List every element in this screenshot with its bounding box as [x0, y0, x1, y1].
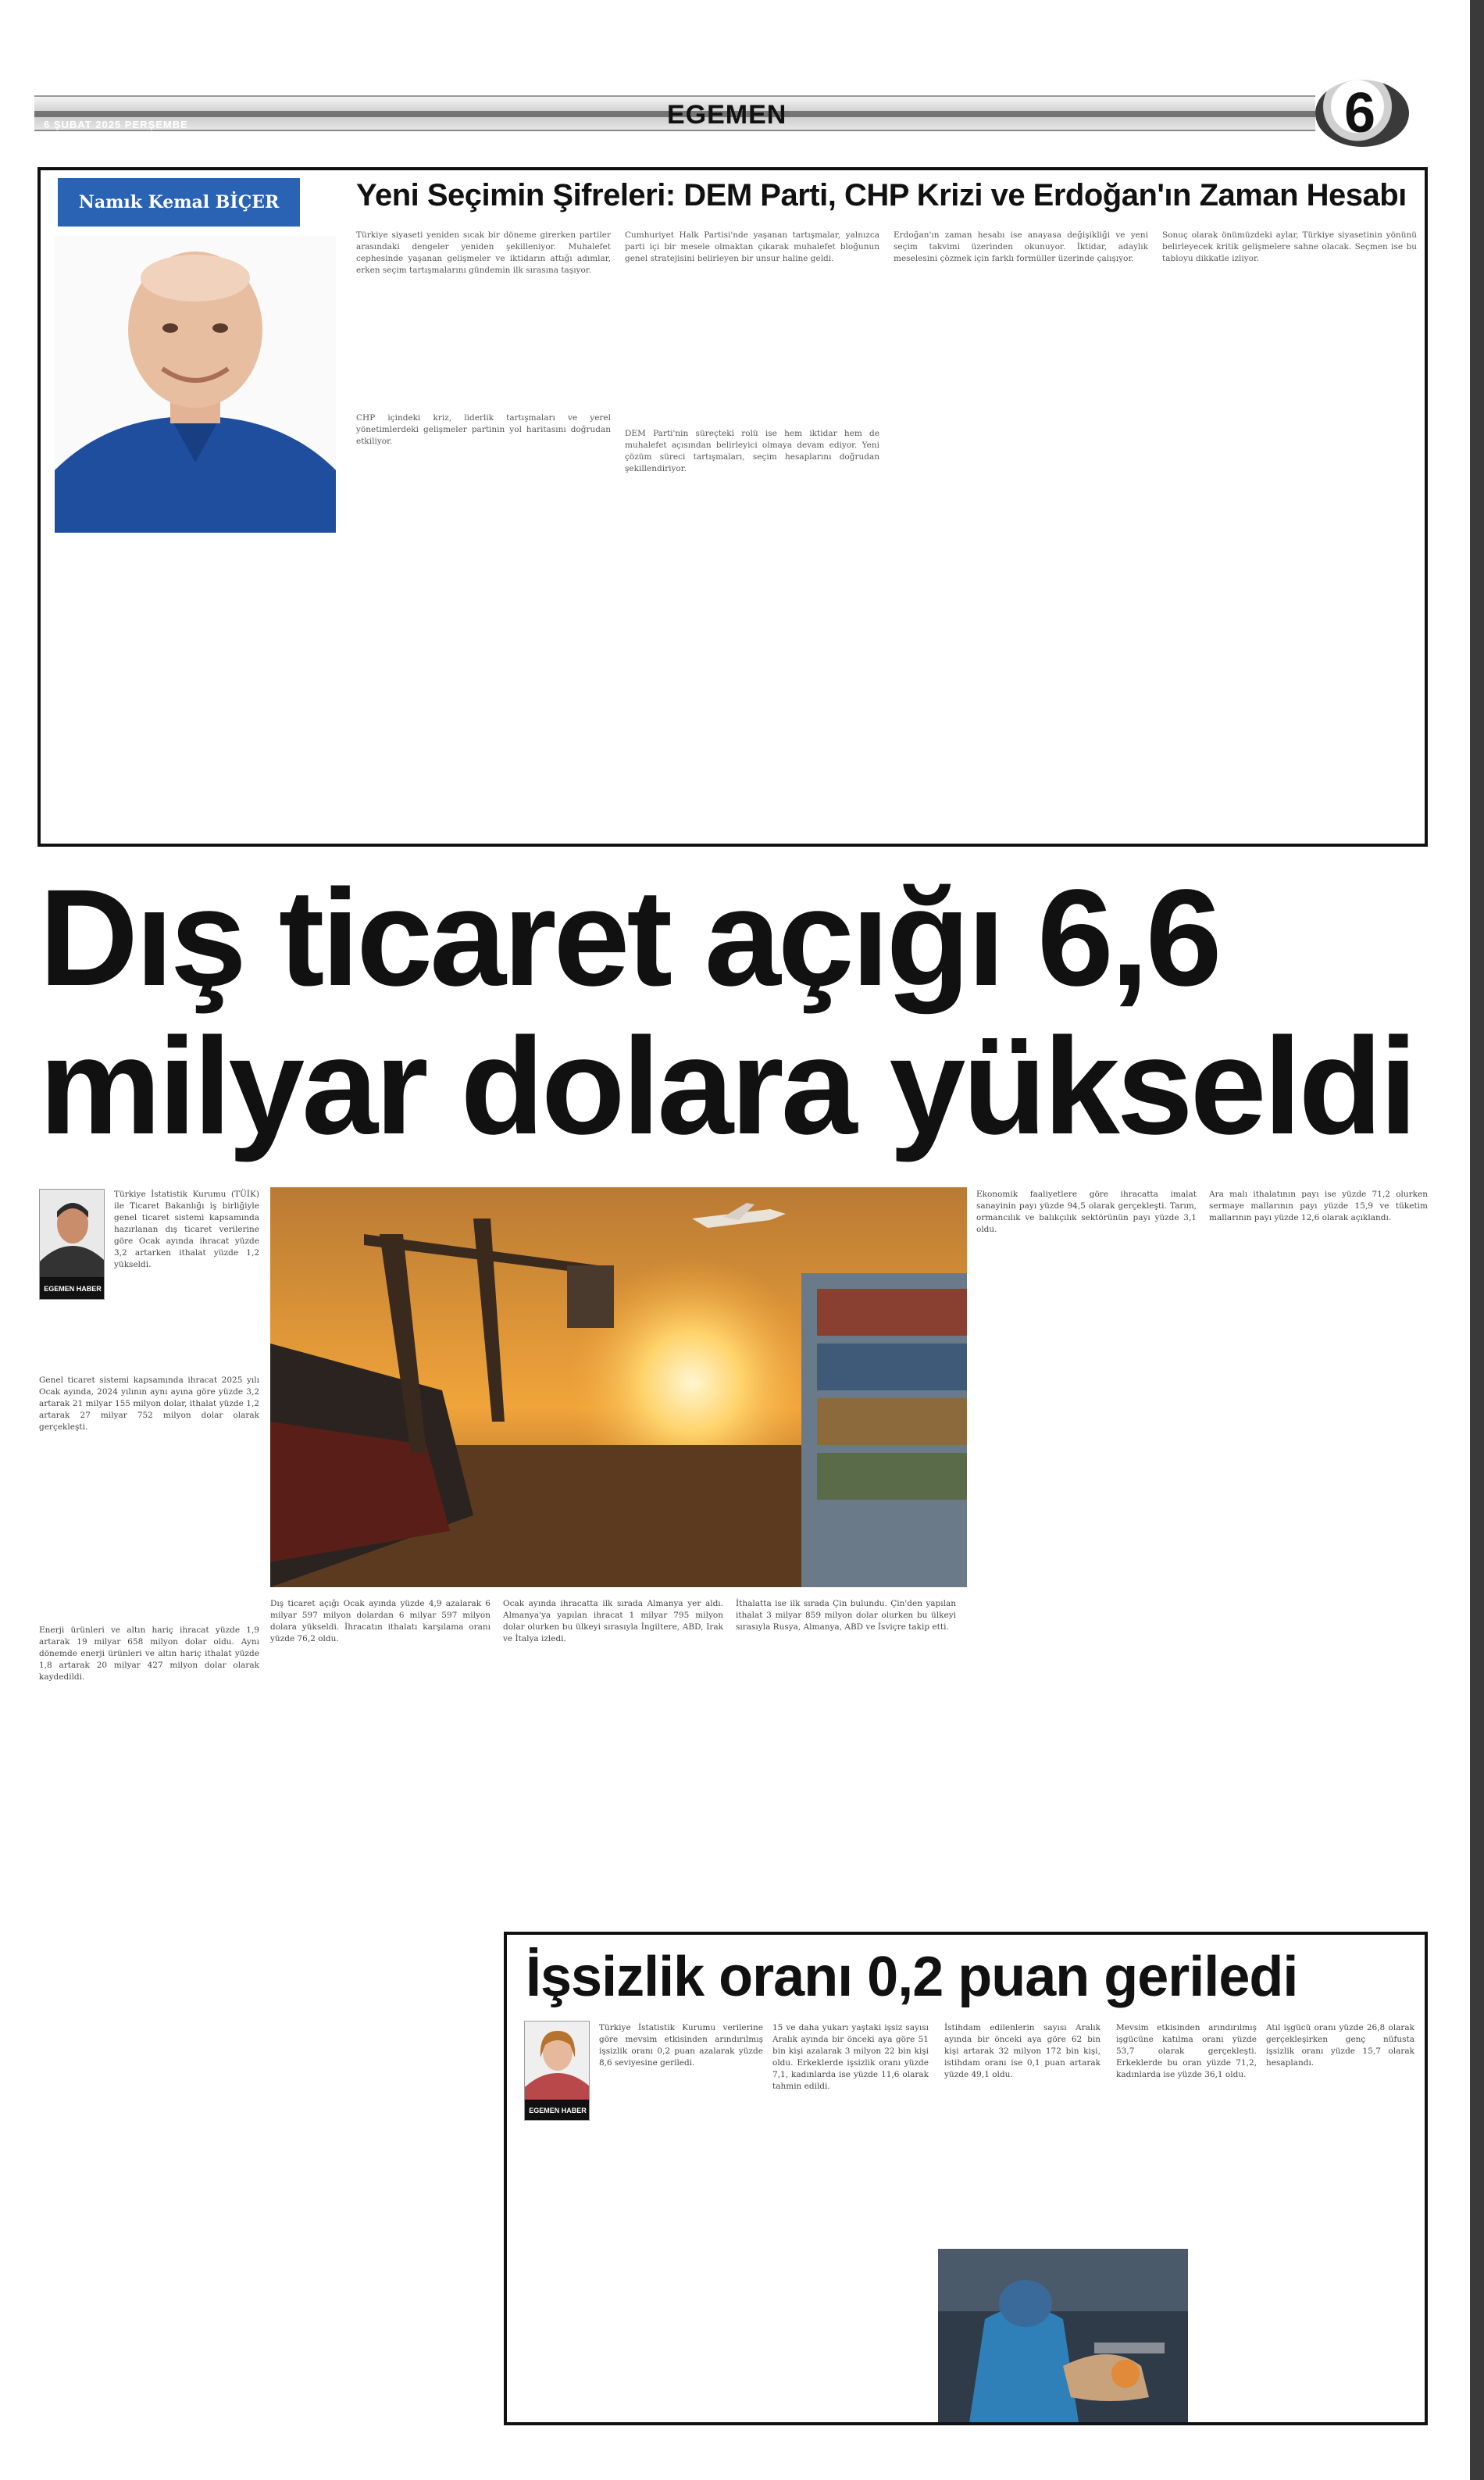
page-edge [1470, 0, 1484, 2480]
column-paragraph: Türkiye siyaseti yeniden sıcak bir döneme girerken partiler arasındaki dengeler yeniden şekilleniyor. Muhalefet cephesinde yaşanan gelişmeler ve iktidarın attığı adımlar, erken seçim tartışmalarını gündemin ilk sırasına taşıyor. [356, 230, 611, 275]
reporter-label: EGEMEN HABER [40, 1277, 105, 1300]
article-intro: Türkiye İstatistik Kurumu (TÜİK) ile Ticaret Bakanlığı iş birliğiyle genel ticaret sistemi kapsamında hazırlanan dış ticaret verilerine göre Ocak ayında ihracat yüzde 3,2 artarken ithalat yüzde 1,2 yükseldi. [114, 1190, 259, 1269]
reporter-portrait-icon [525, 2021, 590, 2100]
main-headline-line: Dış ticaret açığı 6,6 [39, 862, 1219, 1015]
opinion-column [37, 167, 1428, 847]
page-number: 6 [1343, 82, 1376, 145]
article-paragraph: Ocak ayında ihracatta ilk sırada Almanya yer aldı. Almanya'ya yapılan ihracat 1 milyar 795 milyon dolar olurken bu ülkeyi sırasıyla İngiltere, ABD, Irak ve İtalya izledi. [503, 1599, 723, 1643]
worker-photo [938, 2249, 1188, 2422]
columnist-name: Namık Kemal BİÇER [58, 178, 300, 227]
article-paragraph: Mevsim etkisinden arındırılmış işgücüne katılma oranı yüzde 53,7 olarak gerçekleşti. Erkeklerde bu oran yüzde 71,2, kadınlarda ise yüzde 36,1 oldu. [1116, 2023, 1257, 2079]
page-number-badge [1315, 80, 1409, 147]
main-headline [39, 864, 1437, 1169]
unemployment-article [504, 1932, 1428, 2425]
page-header [34, 82, 1432, 145]
second-headline: İşsizlik oranı 0,2 puan geriledi [526, 1946, 1298, 2008]
header-date: 6 ŞUBAT 2025 PERŞEMBE [44, 119, 188, 130]
column-paragraph: Erdoğan'ın zaman hesabı ise anayasa değişikliği ve yeni seçim takvimi üzerinden okunuyor. İktidar, adaylık meselesini çözmek için farklı formüller üzerinde çalışıyor. [894, 230, 1148, 263]
article-paragraph: Dış ticaret açığı Ocak ayında yüzde 4,9 azalarak 6 milyar 597 milyon dolardan 6 milyar 597 milyon dolara yükseldi. İhracatın ithalatı karşılama oranı yüzde 76,2 oldu. [270, 1599, 491, 1643]
article-paragraph: İstihdam edilenlerin sayısı Aralık ayında bir önceki aya göre 62 bin kişi artarak 32 milyon 172 bin kişi, istihdam oranı ise 0,1 puan artarak yüzde 49,1 oldu. [944, 2023, 1101, 2079]
port-photo [270, 1187, 967, 1587]
columnist-photo [55, 236, 336, 533]
article-paragraph: Ara malı ithalatının payı ise yüzde 71,2 olurken sermaye mallarının payı yüzde 15,9 ve tüketim mallarının payı yüzde 12,6 olarak açıklandı. [1209, 1190, 1428, 1222]
newspaper-brand: EGEMEN [667, 100, 787, 130]
columnist-portrait-icon [55, 236, 336, 533]
column-paragraph: Sonuç olarak önümüzdeki aylar, Türkiye siyasetinin yönünü belirleyecek kritik gelişmelere sahne olacak. Seçmen ise bu tabloyu dikkatle izliyor. [1162, 230, 1417, 263]
article-paragraph: Ekonomik faaliyetlere göre ihracatta imalat sanayinin payı yüzde 94,5 olarak gerçekleşti. Tarım, ormancılık ve balıkçılık sektörünün payı yüzde 3,1 oldu. [976, 1190, 1197, 1234]
reporter-label: EGEMEN HABER [525, 2100, 590, 2121]
article-paragraph: Genel ticaret sistemi kapsamında ihracat 2025 yılı Ocak ayında, 2024 yılının aynı ayına göre yüzde 3,2 artarak 21 milyar 155 milyon dolar, ithalat yüzde 1,2 artarak 27 milyar 752 milyon dolar olarak gerçekleşti. [39, 1376, 259, 1432]
article-paragraph: Atıl işgücü oranı yüzde 26,8 olarak gerçekleşirken genç nüfusta işsizlik oranı yüzde 15,7 olarak hesaplandı. [1266, 2023, 1414, 2068]
cargo-port-sunset-icon [270, 1187, 967, 1587]
column-paragraph: Cumhuriyet Halk Partisi'nde yaşanan tartışmalar, yalnızca parti içi bir mesele olmaktan çıkarak muhalefet bloğunun genel stratejisini belirleyen bir unsur haline geldi. [625, 230, 879, 263]
column-paragraph: DEM Parti'nin süreçteki rolü ise hem iktidar hem de muhalefet açısından belirleyici olmaya devam ediyor. Yeni çözüm süreci tartışmaları, seçim hesaplarını doğrudan şekillendiriyor. [625, 429, 879, 473]
column-paragraph: CHP içindeki kriz, liderlik tartışmaları ve yerel yönetimlerdeki gelişmeler partinin yol haritasını doğrudan etkiliyor. [356, 413, 611, 446]
reporter-portrait-icon [40, 1190, 105, 1277]
main-headline-line: milyar dolara yükseldi [39, 1010, 1414, 1163]
reporter-photo [39, 1189, 105, 1300]
column-title: Yeni Seçimin Şifreleri: DEM Parti, CHP Krizi ve Erdoğan'ın Zaman Hesabı [356, 178, 1407, 212]
factory-worker-icon [938, 2249, 1188, 2422]
article-paragraph: 15 ve daha yukarı yaştaki işsiz sayısı Aralık ayında bir önceki aya göre 51 bin kişi azalarak 3 milyon 22 bin kişi oldu. Erkeklerde işsizlik oranı yüzde 7,1, kadınlarda ise yüzde 11,6 olarak tahmin edildi. [772, 2023, 929, 2091]
article-paragraph: İthalatta ise ilk sırada Çin bulundu. Çin'den yapılan ithalat 3 milyar 859 milyon dolar olurken bu ülkeyi sırasıyla Rusya, Almanya, ABD ve İsviçre takip etti. [736, 1599, 956, 1632]
article-paragraph: Türkiye İstatistik Kurumu verilerine göre mevsim etkisinden arındırılmış işsizlik oranı 0,2 puan azalarak yüzde 8,6 seviyesine geriledi. [599, 2023, 763, 2068]
article-paragraph: Enerji ürünleri ve altın hariç ihracat yüzde 1,9 artarak 19 milyar 658 milyon dolar oldu. Aynı dönemde enerji ürünleri ve altın hariç ithalat yüzde 1,8 artarak 20 milyar 427 milyon dolar olarak kaydedildi. [39, 1625, 259, 1682]
second-reporter-photo [524, 2021, 590, 2121]
